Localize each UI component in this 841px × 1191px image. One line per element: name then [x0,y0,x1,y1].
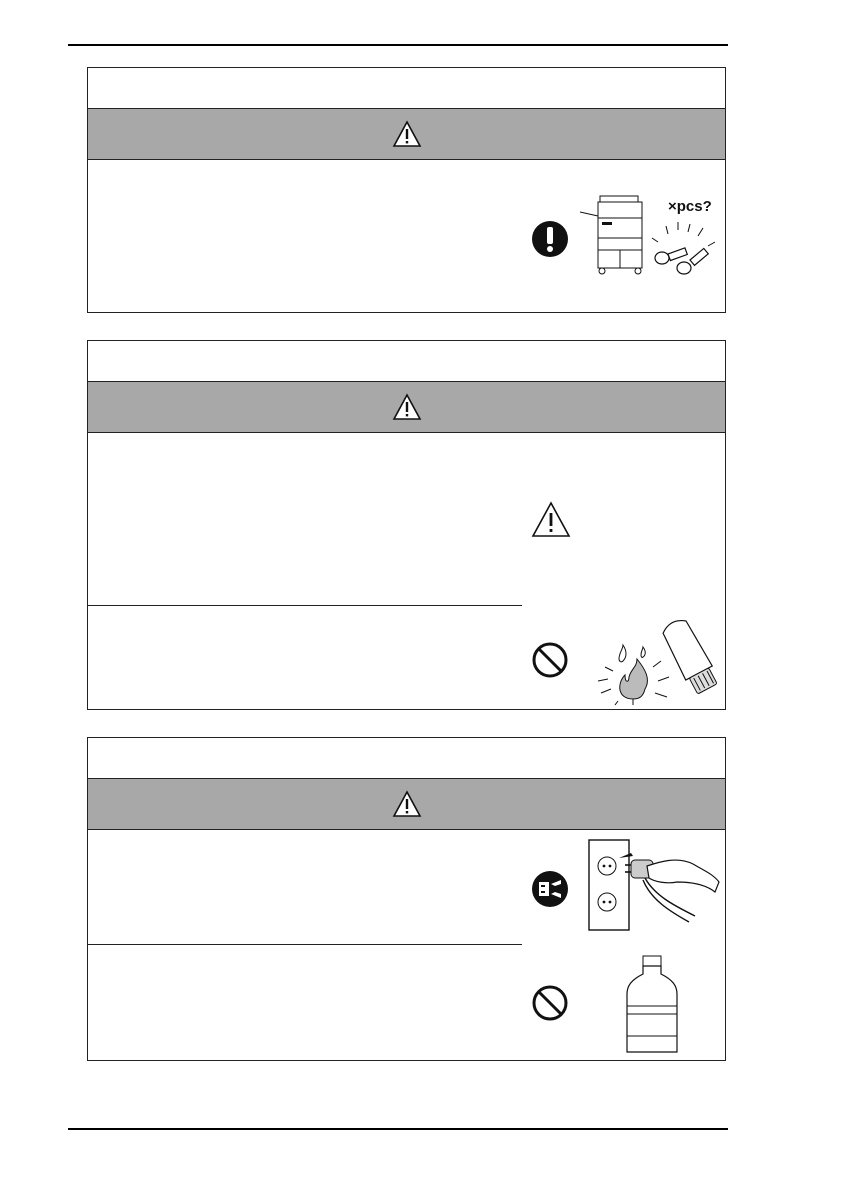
warning-panel-2 [87,340,726,710]
panel-body [88,830,725,1062]
warning-triangle-icon [392,393,422,421]
caution-triangle-icon [531,501,571,539]
footer-rule [68,1128,728,1130]
mandatory-exclamation-icon [531,220,569,258]
liquid-bottle-illustration [623,954,681,1058]
warning-bar [88,779,725,830]
screws-illustration [648,220,718,280]
prohibited-icon [531,641,569,679]
warning-triangle-icon [392,120,422,148]
screw-count-label: ×pcs? [668,198,712,215]
panel-body [88,433,725,711]
warning-bar [88,382,725,433]
section-divider [88,944,522,945]
section-divider [88,605,522,606]
warning-panel-3 [87,737,726,1061]
toner-bottle-illustration [660,613,722,703]
warning-panel-1 [87,67,726,313]
warning-triangle-icon [392,790,422,818]
outlet-plug-illustration [585,836,723,934]
panel-title-row [88,738,725,779]
panel-title-row [88,341,725,382]
panel-body [88,160,725,314]
warning-bar [88,109,725,160]
unplug-icon [531,870,569,908]
copier-illustration [578,192,648,276]
panel-title-row [88,68,725,109]
prohibited-icon [531,984,569,1022]
header-rule [68,44,728,46]
